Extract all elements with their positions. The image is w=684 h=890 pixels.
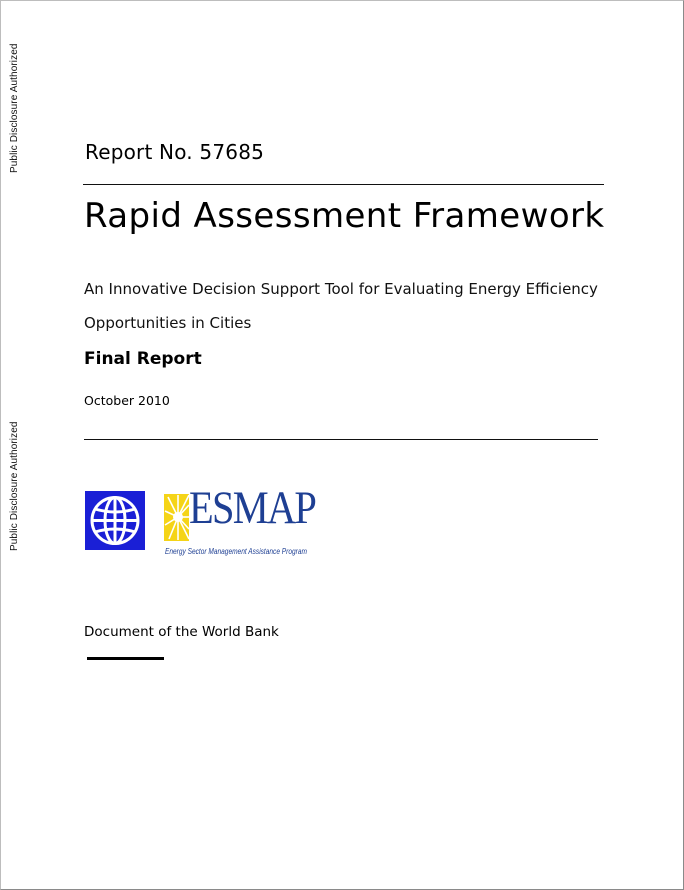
world-bank-globe-icon bbox=[85, 491, 145, 550]
report-number: Report No. 57685 bbox=[85, 140, 265, 164]
esmap-wordmark: ESMAP bbox=[189, 482, 316, 534]
publisher-underline bbox=[87, 657, 164, 660]
report-type: Final Report bbox=[84, 349, 202, 369]
document-title: Rapid Assessment Framework bbox=[84, 196, 605, 236]
subtitle-line-2: Opportunities in Cities bbox=[84, 314, 252, 332]
disclosure-stamp-top: Public Disclosure Authorized bbox=[9, 43, 20, 173]
middle-divider bbox=[84, 439, 598, 440]
world-bank-logo bbox=[85, 491, 145, 550]
disclosure-stamp-bottom: Public Disclosure Authorized bbox=[9, 421, 20, 551]
document-subtitle bbox=[84, 272, 614, 340]
report-date: October 2010 bbox=[84, 393, 170, 408]
esmap-tagline: Energy Sector Management Assistance Program bbox=[165, 547, 307, 556]
top-divider bbox=[83, 184, 604, 185]
subtitle-line-1: An Innovative Decision Support Tool for Evaluating Energy Efficiency bbox=[84, 280, 598, 298]
publisher-line: Document of the World Bank bbox=[84, 624, 279, 640]
